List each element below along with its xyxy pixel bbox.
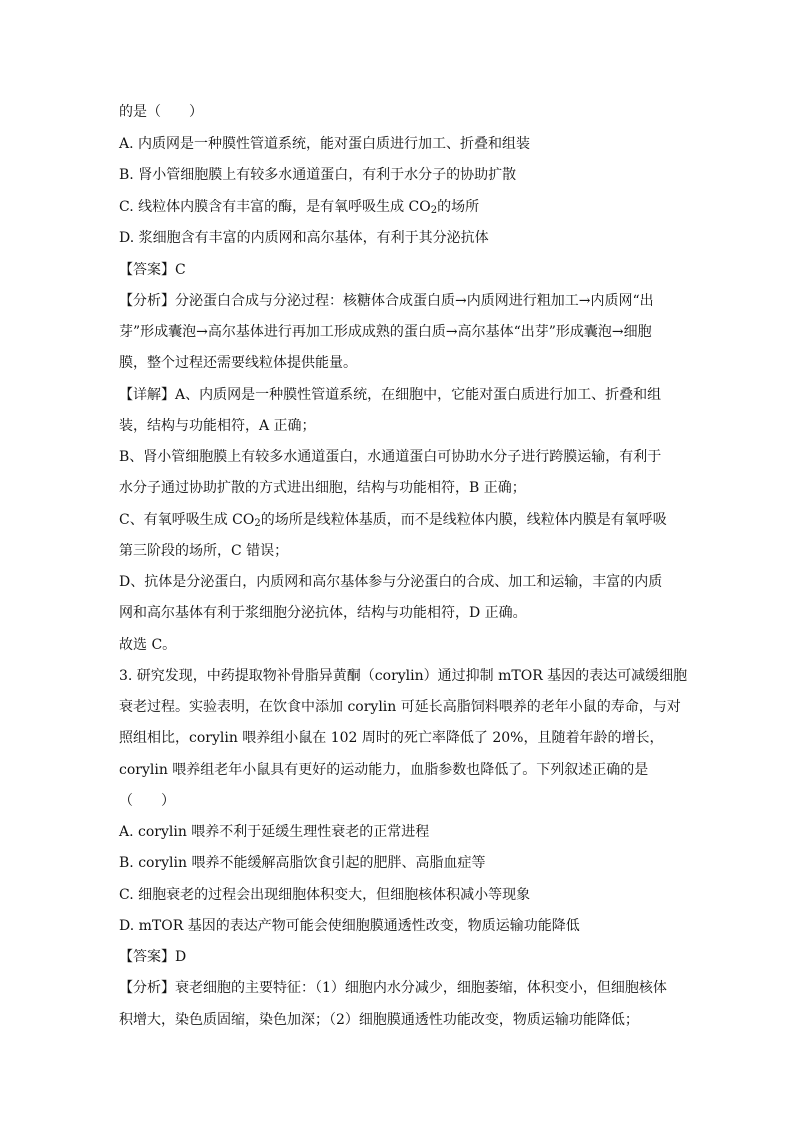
option-a bbox=[119, 134, 530, 154]
text: C. 细胞衰老的过程会出现细胞体积变大，但细胞核体积减小等现象 bbox=[119, 887, 531, 903]
subscript: 2 bbox=[430, 205, 438, 216]
text: 网和高尔基体有利于浆细胞分泌抗体，结构与功能相符，D 正确。 bbox=[119, 605, 527, 621]
text: C. 线粒体内膜含有丰富的酶，是有氧呼吸生成 CO bbox=[119, 199, 431, 215]
detail-line bbox=[119, 572, 662, 592]
question-3-line bbox=[119, 666, 687, 686]
text: 【分析】衰老细胞的主要特征：（1）细胞内水分减少，细胞萎缩，体积变小，但细胞核体 bbox=[119, 980, 667, 996]
detail-line bbox=[119, 603, 527, 623]
text: 【答案】D bbox=[119, 949, 187, 965]
text: 的场所是线粒体基质，而不是线粒体内膜，线粒体内膜是有氧呼吸 bbox=[260, 512, 667, 528]
answer bbox=[119, 947, 186, 967]
text: C、有氧呼吸生成 CO bbox=[119, 512, 255, 528]
question-stem-tail bbox=[119, 102, 203, 122]
text: A. corylin 喂养不利于延缓生理性衰老的正常进程 bbox=[119, 824, 430, 840]
option-d bbox=[119, 916, 580, 936]
detail-line bbox=[119, 510, 667, 530]
text: corylin 喂养组老年小鼠具有更好的运动能力，血脂参数也降低了。下列叙述正确的是 bbox=[119, 762, 649, 778]
text: 3. 研究发现，中药提取物补骨脂异黄酮（corylin）通过抑制 mTOR 基因的表达可减缓细胞 bbox=[119, 668, 688, 684]
text: B. corylin 喂养不能缓解高脂饮食引起的肥胖、高脂血症等 bbox=[119, 855, 486, 871]
text: 故选 C。 bbox=[119, 637, 177, 653]
analysis-line bbox=[119, 1010, 639, 1030]
option-c bbox=[119, 197, 479, 217]
text: 【分析】分泌蛋白合成与分泌过程：核糖体合成蛋白质→内质网进行粗加工→内质网“出 bbox=[119, 293, 654, 309]
option-b bbox=[119, 165, 516, 185]
question-3-line bbox=[119, 697, 681, 717]
analysis-line bbox=[119, 322, 652, 342]
text: 衰老过程。实验表明，在饮食中添加 corylin 可延长高脂饲料喂养的老年小鼠的寿命，与对 bbox=[119, 699, 681, 715]
text: D、抗体是分泌蛋白，内质网和高尔基体参与分泌蛋白的合成、加工和运输，丰富的内质 bbox=[119, 574, 663, 590]
question-3-line bbox=[119, 760, 648, 780]
analysis-line bbox=[119, 291, 654, 311]
question-3-bracket bbox=[119, 791, 175, 811]
text: 膜，整个过程还需要线粒体提供能量。 bbox=[119, 355, 357, 371]
text: D. 浆细胞含有丰富的内质网和高尔基体，有利于其分泌抗体 bbox=[119, 230, 489, 246]
detail-line bbox=[119, 447, 661, 467]
question-3-line bbox=[119, 728, 663, 748]
text: 【答案】C bbox=[119, 262, 186, 278]
text: A. 内质网是一种膜性管道系统，能对蛋白质进行加工、折叠和组装 bbox=[119, 136, 531, 152]
detail-line bbox=[119, 416, 316, 436]
answer bbox=[119, 260, 186, 280]
option-c bbox=[119, 885, 530, 905]
text: 【详解】A、内质网是一种膜性管道系统，在细胞中，它能对蛋白质进行加工、折叠和组 bbox=[119, 387, 662, 403]
subscript: 2 bbox=[254, 518, 261, 529]
text: B. 肾小管细胞膜上有较多水通道蛋白，有利于水分子的协助扩散 bbox=[119, 167, 517, 183]
text: 照组相比，corylin 喂养组小鼠在 102 周时的死亡率降低了 20%，且随着年龄的增长， bbox=[119, 730, 664, 746]
analysis-line bbox=[119, 353, 357, 373]
detail-line bbox=[119, 478, 526, 498]
text: （ ） bbox=[119, 793, 175, 809]
text: 的场所 bbox=[437, 199, 480, 215]
option-b bbox=[119, 853, 485, 873]
text: 水分子通过协助扩散的方式进出细胞，结构与功能相符，B 正确； bbox=[119, 480, 526, 496]
conclusion bbox=[119, 635, 176, 655]
text: 第三阶段的场所，C 错误； bbox=[119, 543, 289, 559]
text: 的是（ ） bbox=[119, 104, 203, 120]
text: 积增大，染色质固缩，染色加深；（2）细胞膜通透性功能改变，物质运输功能降低； bbox=[119, 1012, 639, 1028]
text: 装，结构与功能相符，A 正确； bbox=[119, 418, 316, 434]
analysis-line bbox=[119, 978, 667, 998]
detail-line bbox=[119, 541, 288, 561]
option-a bbox=[119, 822, 429, 842]
text: 芽”形成囊泡→高尔基体进行再加工形成成熟的蛋白质→高尔基体“出芽”形成囊泡→细胞 bbox=[119, 324, 652, 340]
text: D. mTOR 基因的表达产物可能会使细胞膜通透性改变，物质运输功能降低 bbox=[119, 918, 580, 934]
detail-line bbox=[119, 385, 661, 405]
text: B、肾小管细胞膜上有较多水通道蛋白，水通道蛋白可协助水分子进行跨膜运输，有利于 bbox=[119, 449, 662, 465]
option-d bbox=[119, 228, 489, 248]
